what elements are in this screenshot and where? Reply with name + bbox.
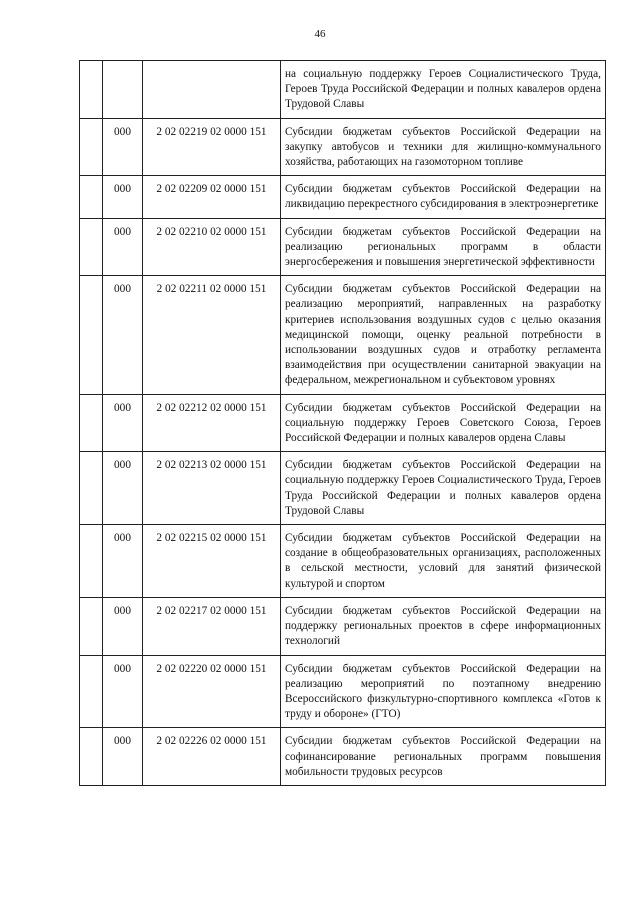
blank-cell (80, 394, 103, 452)
admin-code-cell: 000 (103, 176, 143, 218)
admin-code-cell: 000 (103, 728, 143, 786)
description-cell: Субсидии бюджетам субъектов Российской Федерации на социальную поддержку Героев Советского Союза, Героев Российской Федерации и полных кавалеров ордена Славы (281, 394, 606, 452)
budget-code-cell: 2 02 02210 02 0000 151 (143, 218, 281, 276)
table-row-continuation (80, 61, 606, 119)
blank-cell (80, 525, 103, 598)
description-cell: Субсидии бюджетам субъектов Российской Федерации на поддержку региональных проектов в сфере информационных технологий (281, 597, 606, 655)
table-row (80, 176, 606, 218)
admin-code-cell (103, 61, 143, 119)
budget-code-cell: 2 02 02220 02 0000 151 (143, 655, 281, 728)
budget-code-cell (143, 61, 281, 119)
blank-cell (80, 452, 103, 525)
table-row (80, 597, 606, 655)
blank-cell (80, 176, 103, 218)
table-row (80, 218, 606, 276)
budget-code-cell: 2 02 02212 02 0000 151 (143, 394, 281, 452)
table-row (80, 655, 606, 728)
description-cell: Субсидии бюджетам субъектов Российской Федерации на софинансирование региональных программ повышения мобильности трудовых ресурсов (281, 728, 606, 786)
blank-cell (80, 276, 103, 394)
description-cell: Субсидии бюджетам субъектов Российской Федерации на закупку автобусов и техники для жилищно-коммунального хозяйства, работающих на газомоторном топливе (281, 118, 606, 176)
budget-code-cell: 2 02 02226 02 0000 151 (143, 728, 281, 786)
admin-code-cell: 000 (103, 597, 143, 655)
blank-cell (80, 61, 103, 119)
blank-cell (80, 118, 103, 176)
budget-code-cell: 2 02 02217 02 0000 151 (143, 597, 281, 655)
description-cell: Субсидии бюджетам субъектов Российской Федерации на создание в общеобразовательных организациях, расположенных в сельской местности, условий для занятий физической культурой и спортом (281, 525, 606, 598)
description-cell: Субсидии бюджетам субъектов Российской Федерации на реализацию мероприятий по поэтапному внедрению Всероссийского физкультурно-спортивного комплекса «Готов к труду и обороне» (ГТО) (281, 655, 606, 728)
budget-code-cell: 2 02 02215 02 0000 151 (143, 525, 281, 598)
description-cell: на социальную поддержку Героев Социалистического Труда, Героев Труда Российской Федерации и полных кавалеров ордена Трудовой Славы (281, 61, 606, 119)
table-row (80, 452, 606, 525)
admin-code-cell: 000 (103, 525, 143, 598)
blank-cell (80, 655, 103, 728)
budget-code-cell: 2 02 02209 02 0000 151 (143, 176, 281, 218)
description-cell: Субсидии бюджетам субъектов Российской Федерации на реализацию мероприятий, направленных на разработку критериев использования воздушных судов с целью оказания медицинской помощи, оценку реальной потребности в использовании воздушных судов и отработку регламента взаимодействия при осуществлении санитарной эвакуации на федеральном, межрегиональном и субъектовом уровнях (281, 276, 606, 394)
table-row (80, 118, 606, 176)
admin-code-cell: 000 (103, 452, 143, 525)
table-row (80, 525, 606, 598)
budget-classification-table (79, 60, 606, 786)
table-row (80, 394, 606, 452)
table-row (80, 276, 606, 394)
admin-code-cell: 000 (103, 218, 143, 276)
description-cell: Субсидии бюджетам субъектов Российской Федерации на ликвидацию перекрестного субсидирования в электроэнергетике (281, 176, 606, 218)
blank-cell (80, 597, 103, 655)
admin-code-cell: 000 (103, 655, 143, 728)
admin-code-cell: 000 (103, 394, 143, 452)
blank-cell (80, 728, 103, 786)
table-row (80, 728, 606, 786)
budget-code-cell: 2 02 02219 02 0000 151 (143, 118, 281, 176)
budget-code-cell: 2 02 02213 02 0000 151 (143, 452, 281, 525)
blank-cell (80, 218, 103, 276)
admin-code-cell: 000 (103, 118, 143, 176)
page-number: 46 (314, 28, 326, 40)
description-cell: Субсидии бюджетам субъектов Российской Федерации на реализацию региональных программ в области энергосбережения и повышения энергетической эффективности (281, 218, 606, 276)
budget-code-cell: 2 02 02211 02 0000 151 (143, 276, 281, 394)
description-cell: Субсидии бюджетам субъектов Российской Федерации на социальную поддержку Героев Социалистического Труда, Героев Труда Российской Федерации и полных кавалеров ордена Трудовой Славы (281, 452, 606, 525)
admin-code-cell: 000 (103, 276, 143, 394)
